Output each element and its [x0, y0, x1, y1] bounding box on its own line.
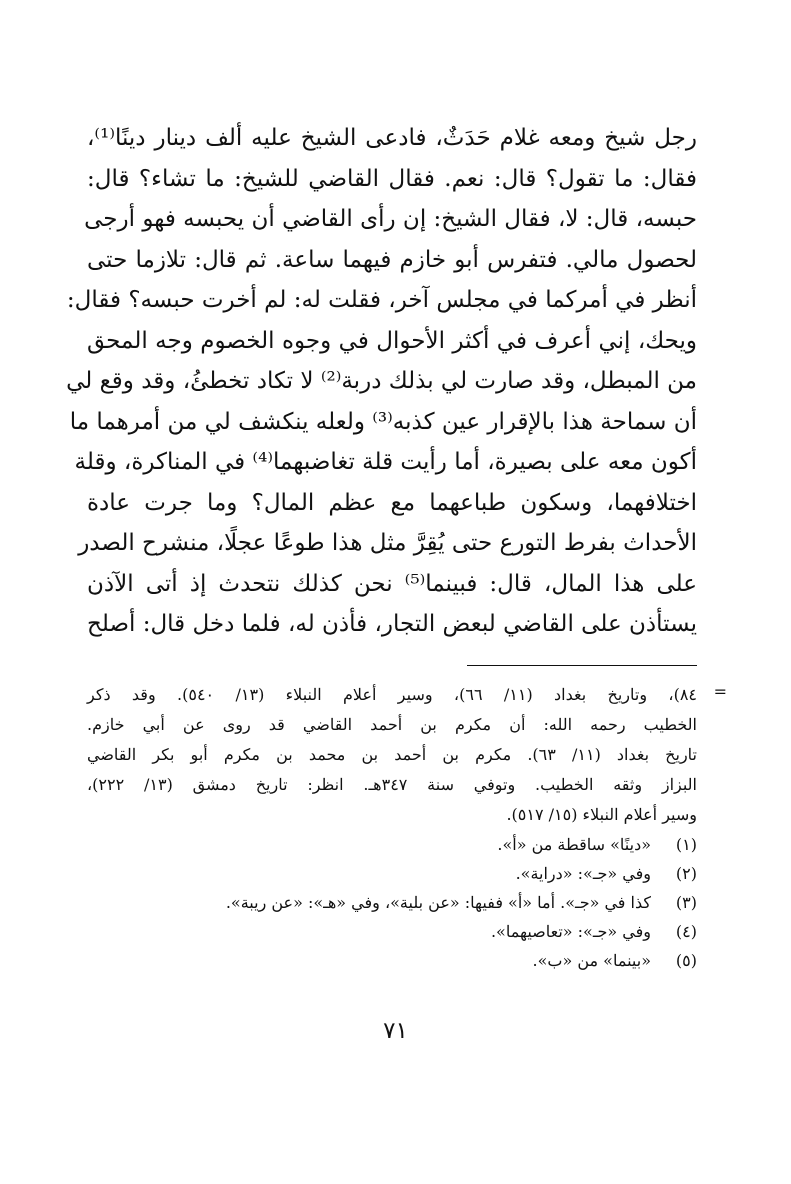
main-text-line: فقال: ما تقول؟ قال: نعم. فقال القاضي للشيخ: ما تشاء؟ قال:	[87, 165, 697, 192]
footnote-continuation-line: الخطيب رحمه الله: أن مكرم بن أحمد القاضي قد روى عن أبي خازم.	[87, 715, 697, 734]
footnote-item	[87, 830, 697, 859]
main-text-line: لحصول مالي. فتفرس أبو خازم فيهما ساعة. ثم قال: تلازما حتى	[87, 246, 697, 273]
page-number: ٧١	[383, 1018, 408, 1044]
footnotes	[87, 680, 727, 975]
main-text-line: من المبطل، وقد صارت لي بذلك دربة⁽²⁾ لا تكاد تخطئُ، وقد وقع لي	[66, 368, 697, 394]
main-text-line: على هذا المال، قال: فبينما⁽⁵⁾ نحن كذلك نتحدث إذ أتى الآذن	[87, 570, 697, 597]
footnote-item	[87, 859, 697, 888]
main-text-line: حبسه، قال: لا، فقال الشيخ: إن رأى القاضي أن يحبسه فهو أرجى	[84, 206, 697, 232]
main-text	[66, 118, 697, 645]
main-text-line: يستأذن على القاضي لبعض التجار، فأذن له، فلما دخل قال: أصلح	[87, 611, 697, 637]
footnote-text: «بينما» من «ب».	[532, 951, 651, 970]
footnote-number: (٢)	[675, 864, 697, 883]
main-text-line: ويحك، إني أعرف في أكثر الأحوال في وجوه الخصوم وجه المحق	[87, 327, 697, 354]
footnote-number: (٣)	[675, 893, 697, 912]
footnote-item	[87, 888, 697, 917]
footnote-continuation-line: البزاز وثقه الخطيب. وتوفي سنة ٣٤٧هـ. انظر: تاريخ دمشق (١٣/ ٢٢٢)،	[87, 775, 697, 794]
main-text-line: أنظر في أمركما في مجلس آخر، فقلت له: لم أخرت حبسه؟ فقال:	[66, 287, 697, 313]
main-text-line: أكون معه على بصيرة، أما رأيت قلة تغاضبهما⁽⁴⁾ في المناكرة، وقلة	[74, 449, 697, 475]
footnote-item	[87, 917, 697, 946]
footnote-number: (٤)	[675, 922, 697, 941]
main-text-line: رجل شيخ ومعه غلام حَدَثٌ، فادعى الشيخ عليه ألف دينار دينًا⁽¹⁾،	[87, 125, 697, 151]
footnote-item	[87, 946, 697, 975]
footnote-continuation-line: وسير أعلام النبلاء (١٥/ ٥١٧).	[506, 805, 697, 824]
footnote-text: «دينًا» ساقطة من «أ».	[497, 835, 651, 854]
footnote-text: كذا في «جـ». أما «أ» ففيها: «عن بلية»، وفي «هـ»: «عن ريبة».	[225, 893, 651, 912]
footnote-separator	[467, 665, 697, 666]
main-text-line: أن سماحة هذا بالإقرار عين كذبه⁽³⁾ ولعله ينكشف لي من أمرهما ما	[69, 408, 697, 435]
footnote-text: وفي «جـ»: «دراية».	[515, 864, 651, 883]
footnote-text: وفي «جـ»: «تعاصيهما».	[490, 922, 651, 941]
main-text-line: الأحداث بفرط التورع حتى يُقِرَّ مثل هذا طوعًا عجلًا، منشرح الصدر	[78, 530, 697, 556]
footnote-continuation-line: ٨٤)، وتاريخ بغداد (١١/ ٦٦)، وسير أعلام النبلاء (١٣/ ٥٤٠). وقد ذكر	[87, 685, 698, 704]
footnote-number: (٥)	[675, 951, 697, 970]
main-text-line: اختلافهما، وسكون طباعهما مع عظم المال؟ وما جرت عادة	[87, 489, 697, 516]
footnote-continuation-line: تاريخ بغداد (١١/ ٦٣). مكرم بن أحمد بن محمد بن مكرم أبو بكر القاضي	[87, 745, 698, 764]
footnote-number: (١)	[675, 835, 697, 854]
footnote-continuation-mark: =	[713, 682, 727, 701]
